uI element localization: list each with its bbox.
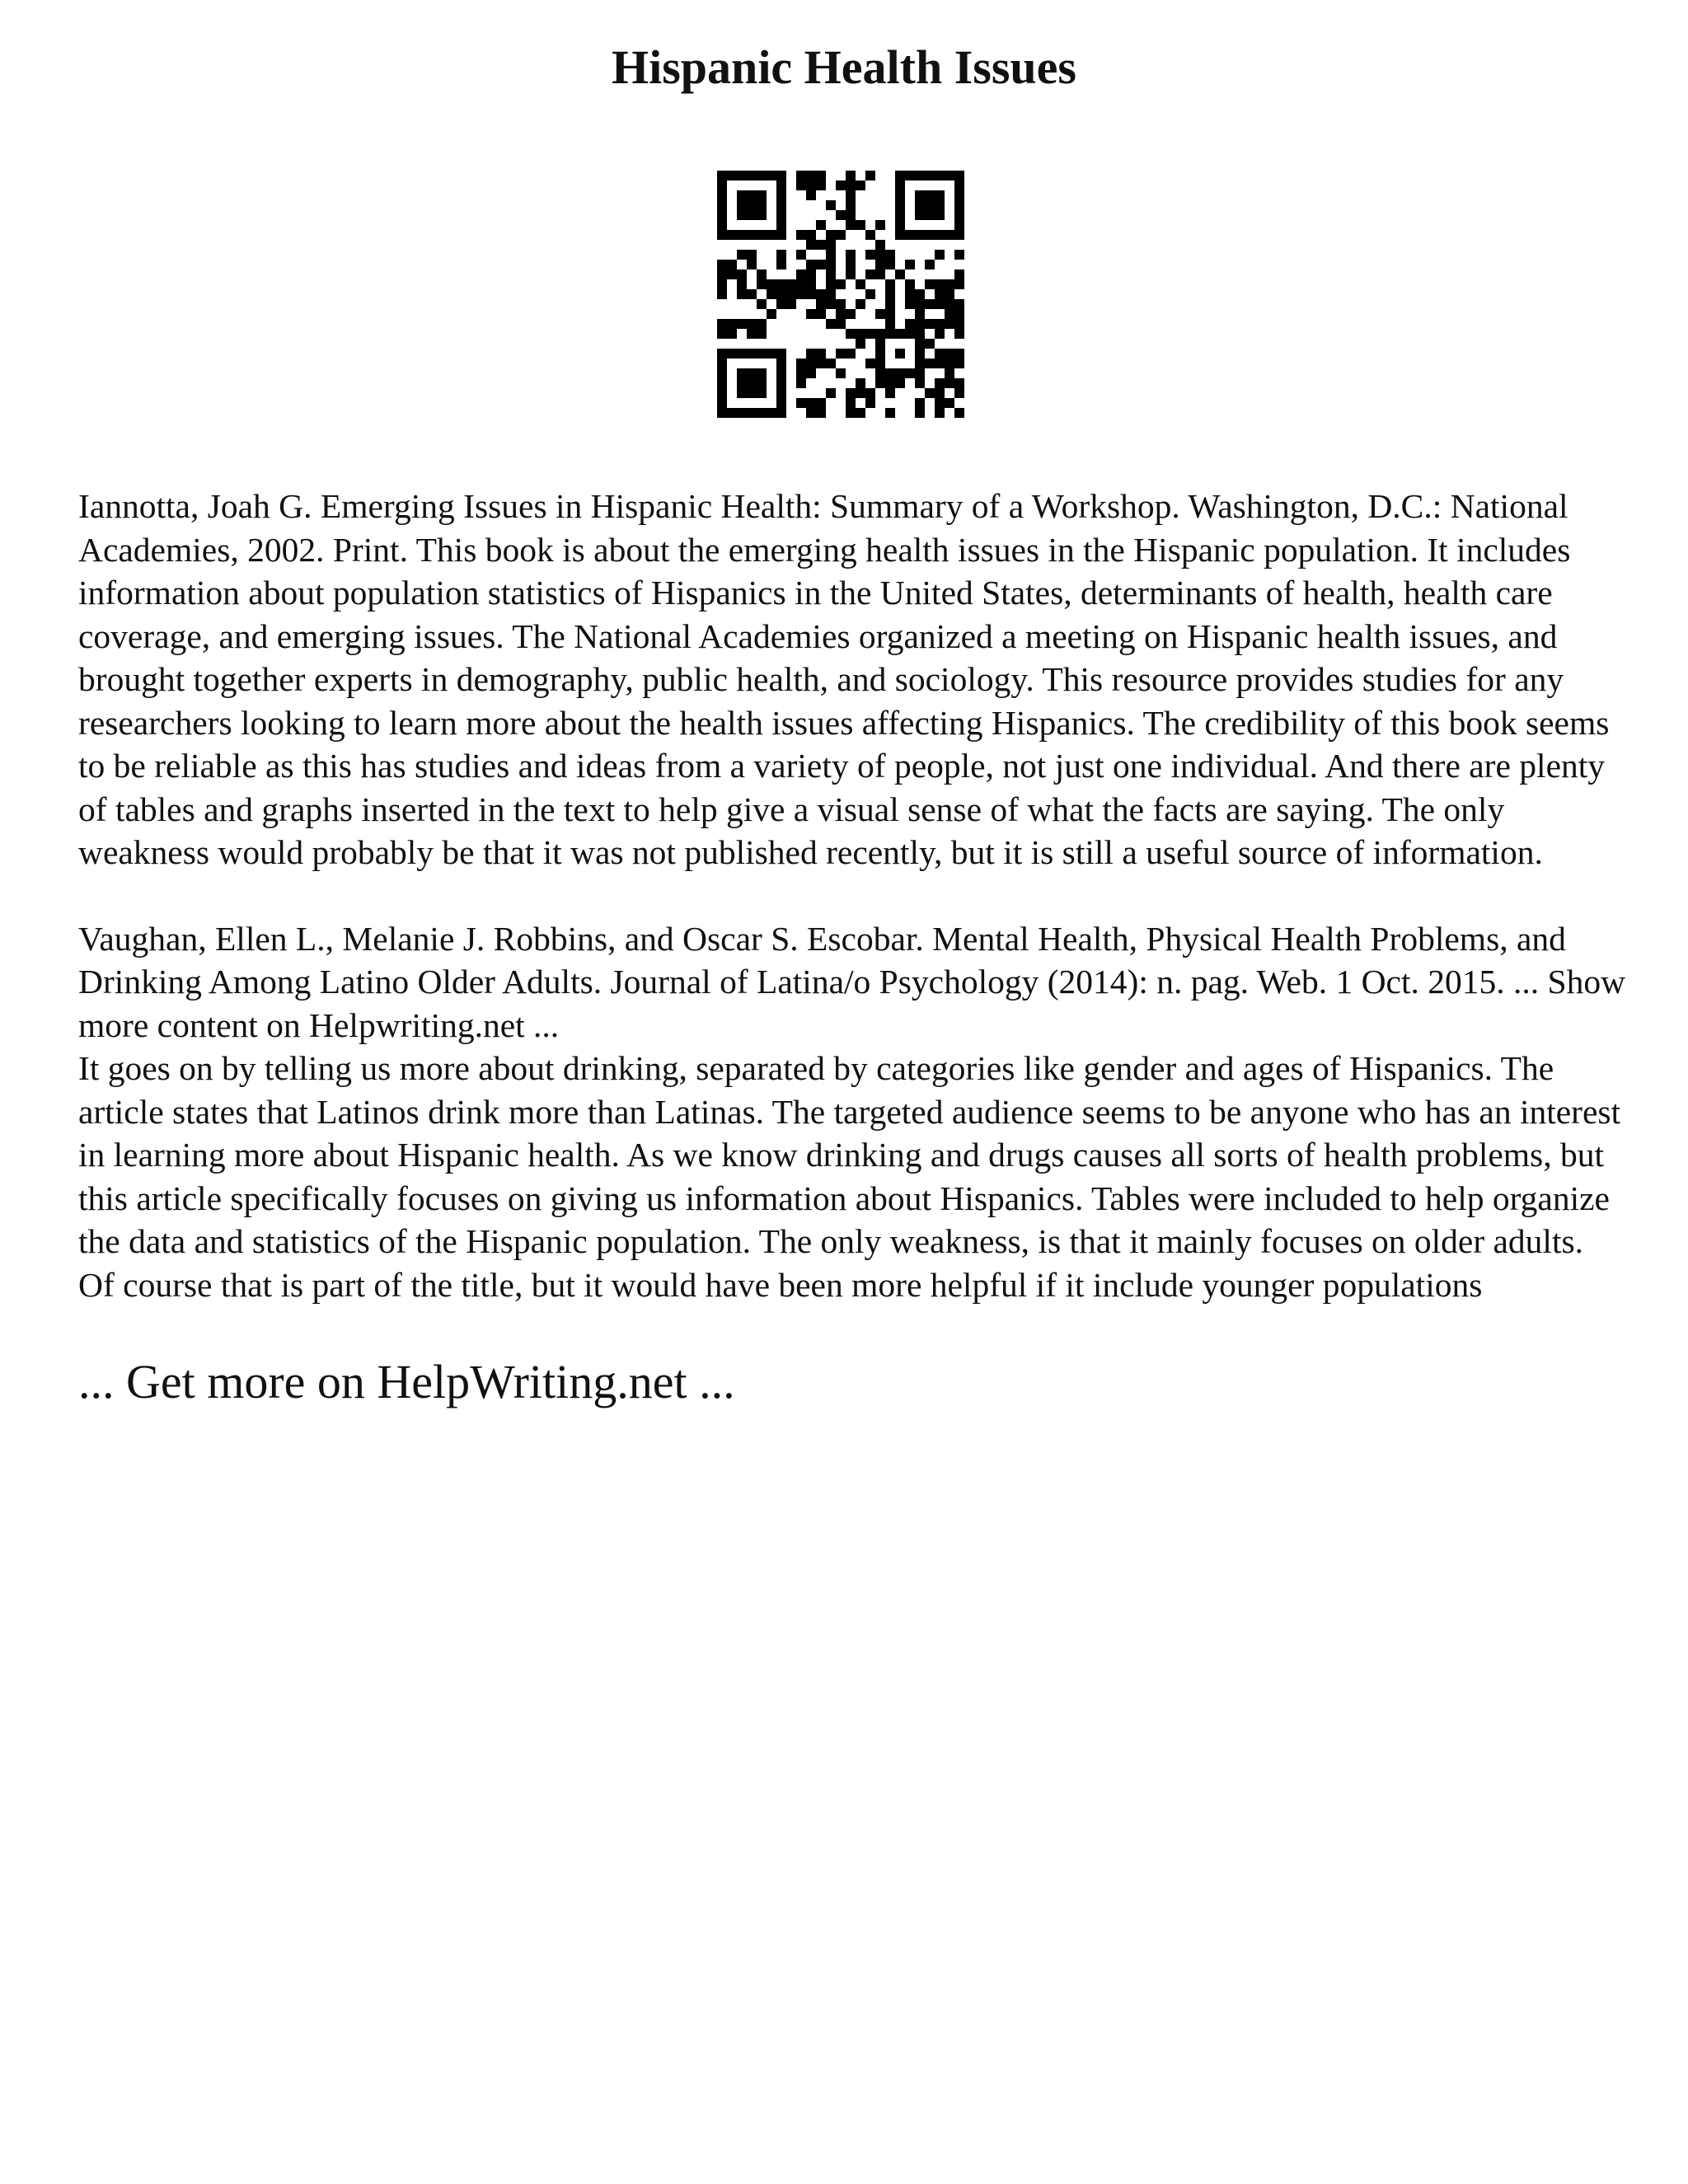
- citation-paragraph-vaughan: Vaughan, Ellen L., Melanie J. Robbins, and Oscar S. Escobar. Mental Health, Physical Health Problems, and Drinking Among Latino Older Adults. Journal of Latina/o Psychology (2014): n. pag. Web. 1 Oct. 2015. ... Show more content on Helpwriting.net ...: [78, 919, 1626, 1044]
- document-body: [78, 485, 1628, 1413]
- qr-code-icon: [717, 171, 964, 418]
- citation-paragraph-iannotta: Iannotta, Joah G. Emerging Issues in Hispanic Health: Summary of a Workshop. Washington, D.C.: National Academies, 2002. Print. This book is about the emerging health issues in the Hispanic population. It includes information about population statistics of Hispanics in the United States, determinants of health, health care coverage, and emerging issues. The National Academies organized a meeting on Hispanic health issues, and brought together experts in demography, public health, and sociology. This resource provides studies for any researchers looking to learn more about the health issues affecting Hispanics. The credibility of this book seems to be reliable as this has studies and ideas from a variety of people, not just one individual. And there are plenty of tables and graphs inserted in the text to help give a visual sense of what the facts are saying. The only weakness would probably be that it was not published recently, but it is still a useful source of information.: [78, 487, 1610, 871]
- continuation-paragraph: It goes on by telling us more about drinking, separated by categories like gender and ages of Hispanics. The article states that Latinos drink more than Latinas. The targeted audience seems to be anyone who has an interest in learning more about Hispanic health. As we know drinking and drugs causes all sorts of health problems, but this article specifically focuses on giving us information about Hispanics. Tables were included to help organize the data and statistics of the Hispanic population. The only weakness, is that it mainly focuses on older adults. Of course that is part of the title, but it would have been more helpful if it include younger populations: [78, 1049, 1621, 1304]
- get-more-link[interactable]: ... Get more on HelpWriting.net ...: [78, 1355, 735, 1408]
- page-title: Hispanic Health Issues: [612, 40, 1076, 94]
